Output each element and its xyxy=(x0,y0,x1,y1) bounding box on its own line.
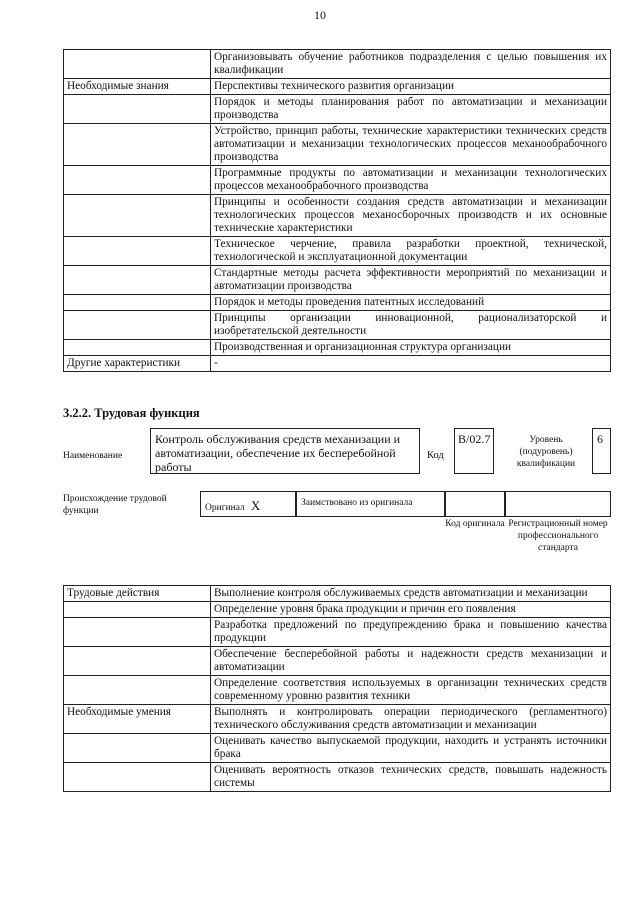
function-code-field: B/02.7 xyxy=(454,428,494,474)
qualification-level-field: 6 xyxy=(592,428,611,474)
table-row xyxy=(64,124,611,166)
row-text: Стандартные методы расчета эффективности мероприятий по механизации и автоматизации производства xyxy=(211,266,611,295)
row-label xyxy=(64,124,211,166)
row-label xyxy=(64,618,211,647)
table-row xyxy=(64,340,611,356)
table-row xyxy=(64,763,611,792)
table-row xyxy=(64,195,611,237)
original-mark: X xyxy=(250,498,261,513)
borrowed-label: Заимствовано из оригинала xyxy=(301,498,413,508)
row-text: Обеспечение бесперебойной работы и надежности средств механизации и автоматизации xyxy=(211,647,611,676)
row-text: Техническое черчение, правила разработки проектной, технической, технологической и эксплуатационной документации xyxy=(211,237,611,266)
row-label: Другие характеристики xyxy=(64,356,211,372)
page-number: 10 xyxy=(314,8,326,22)
row-label xyxy=(64,734,211,763)
row-label xyxy=(64,95,211,124)
table-row xyxy=(64,295,611,311)
table-row xyxy=(64,166,611,195)
row-label xyxy=(64,340,211,356)
row-label xyxy=(64,237,211,266)
section-title: 3.2.2. Трудовая функция xyxy=(63,406,200,420)
table-row xyxy=(64,676,611,705)
row-text: Принципы организации инновационной, рационализаторской и изобретательской деятельности xyxy=(211,311,611,340)
table-row xyxy=(64,618,611,647)
table-row xyxy=(64,311,611,340)
row-label xyxy=(64,647,211,676)
row-label xyxy=(64,763,211,792)
table-row xyxy=(64,705,611,734)
row-label: Необходимые умения xyxy=(64,705,211,734)
row-label xyxy=(64,676,211,705)
row-label xyxy=(64,166,211,195)
row-text: Программные продукты по автоматизации и механизации технологических процессов механообрабочного производства xyxy=(211,166,611,195)
table-row xyxy=(64,266,611,295)
reg-number-label: Регистрационный номер профессионального стандарта xyxy=(508,519,608,553)
original-label: Оригинал xyxy=(205,503,245,513)
row-text: Принципы и особенности создания средств автоматизации и механизации технологических процессов механосборочных производств и их основные технические характеристики xyxy=(211,195,611,237)
row-text: Порядок и методы планирования работ по автоматизации и механизации производства xyxy=(211,95,611,124)
row-label xyxy=(64,266,211,295)
code-label: Код xyxy=(427,450,444,461)
reg-number-cell xyxy=(505,491,611,517)
row-text: Выполнять и контролировать операции периодического (регламентного) технического обслуживания средств автоматизации и механизации xyxy=(211,705,611,734)
row-text: Устройство, принцип работы, технические характеристики технических средств автоматизации и механизации технологических процессов механообрабочного производства xyxy=(211,124,611,166)
row-label: Необходимые знания xyxy=(64,79,211,95)
table-row xyxy=(64,95,611,124)
row-text: Выполнение контроля обслуживаемых средств автоматизации и механизации xyxy=(211,586,611,602)
table-row xyxy=(64,647,611,676)
name-label: Наименование xyxy=(63,451,123,461)
row-text: - xyxy=(211,356,611,372)
table-row xyxy=(64,586,611,602)
row-text: Определение уровня брака продукции и причин его появления xyxy=(211,602,611,618)
row-text: Оценивать вероятность отказов технических средств, повышать надежность системы xyxy=(211,763,611,792)
code-original-cell xyxy=(445,491,505,517)
row-label xyxy=(64,602,211,618)
row-label xyxy=(64,311,211,340)
row-text: Определение соответствия используемых в организации технических средств современному уровню развития техники xyxy=(211,676,611,705)
qualification-level-label: Уровень (подуровень) квалификации xyxy=(516,435,576,469)
origin-label: Происхождение трудовой функции xyxy=(63,494,167,516)
row-label xyxy=(64,295,211,311)
knowledge-table xyxy=(63,49,611,372)
row-text: Перспективы технического развития организации xyxy=(211,79,611,95)
function-name-field: Контроль обслуживания средств механизации и автоматизации, обеспечение их бесперебойной работы xyxy=(150,428,420,474)
original-cell xyxy=(200,491,296,517)
row-text: Организовывать обучение работников подразделения с целью повышения их квалификации xyxy=(211,50,611,79)
row-text: Разработка предложений по предупреждению брака и повышению качества продукции xyxy=(211,618,611,647)
table-row xyxy=(64,50,611,79)
code-original-label: Код оригинала xyxy=(445,519,505,529)
table-row xyxy=(64,237,611,266)
row-label xyxy=(64,50,211,79)
borrowed-cell xyxy=(296,491,445,517)
actions-table xyxy=(63,585,611,792)
table-row xyxy=(64,356,611,372)
table-row xyxy=(64,79,611,95)
row-label: Трудовые действия xyxy=(64,586,211,602)
table-row xyxy=(64,734,611,763)
row-text: Порядок и методы проведения патентных исследований xyxy=(211,295,611,311)
table-row xyxy=(64,602,611,618)
row-text: Производственная и организационная структура организации xyxy=(211,340,611,356)
row-label xyxy=(64,195,211,237)
row-text: Оценивать качество выпускаемой продукции, находить и устранять источники брака xyxy=(211,734,611,763)
